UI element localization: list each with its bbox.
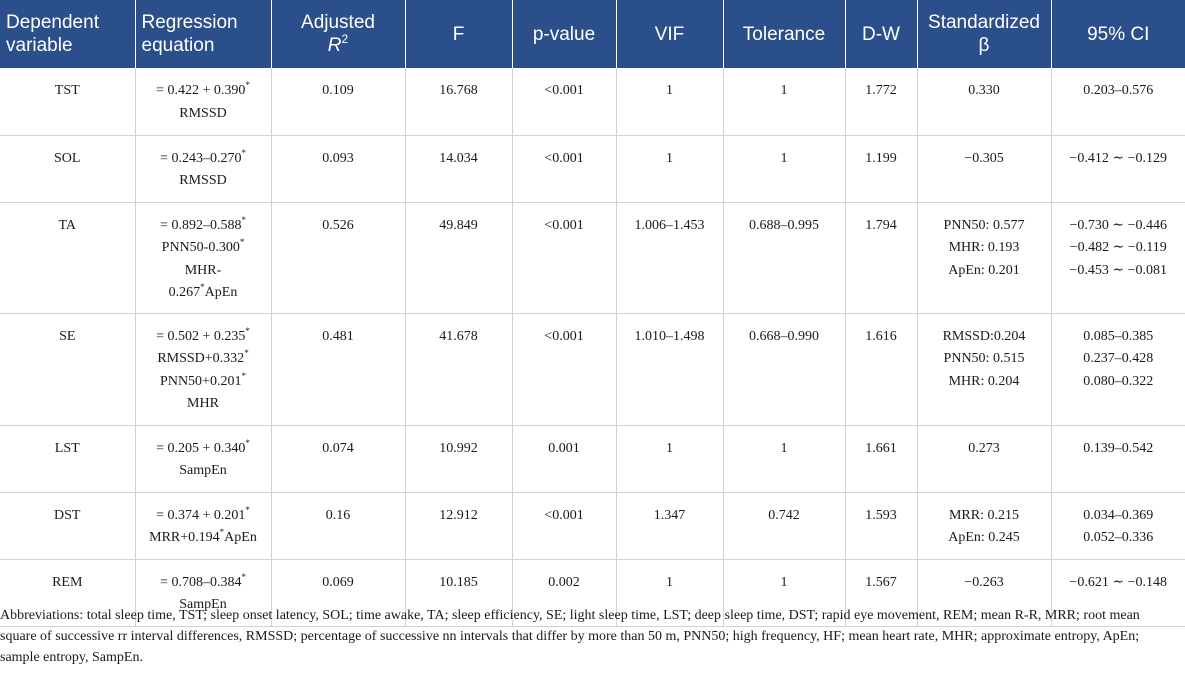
dependent-variable-cell: DST: [0, 492, 135, 559]
table-body: [0, 68, 1185, 626]
table-row: [0, 492, 1185, 559]
regression-equation-cell: = 0.708–0.384* SampEn: [135, 559, 271, 626]
tolerance-cell: 1: [723, 135, 845, 202]
standardized-beta-cell: 0.273: [917, 425, 1051, 492]
header-f: F: [405, 0, 512, 68]
table-row: [0, 135, 1185, 202]
dependent-variable-cell: TA: [0, 202, 135, 313]
p-value-cell: 0.001: [512, 425, 616, 492]
dw-cell: 1.616: [845, 313, 917, 425]
regression-equation-cell: = 0.502 + 0.235* RMSSD+0.332* PNN50+0.201* MHR: [135, 313, 271, 425]
tolerance-cell: 1: [723, 68, 845, 135]
table-row: [0, 313, 1185, 425]
ci-cell: −0.621 ∼ −0.148: [1051, 559, 1185, 626]
f-cell: 10.185: [405, 559, 512, 626]
header-regression-equation: Regression equation: [135, 0, 271, 68]
vif-cell: 1: [616, 559, 723, 626]
p-value-cell: <0.001: [512, 492, 616, 559]
standardized-beta-cell: PNN50: 0.577 MHR: 0.193 ApEn: 0.201: [917, 202, 1051, 313]
table-row: [0, 202, 1185, 313]
f-cell: 16.768: [405, 68, 512, 135]
adjusted-r2-cell: 0.481: [271, 313, 405, 425]
header-vif: VIF: [616, 0, 723, 68]
ci-cell: −0.412 ∼ −0.129: [1051, 135, 1185, 202]
standardized-beta-cell: −0.263: [917, 559, 1051, 626]
dw-cell: 1.661: [845, 425, 917, 492]
adjusted-r2-cell: 0.526: [271, 202, 405, 313]
adjusted-r2-cell: 0.109: [271, 68, 405, 135]
tolerance-cell: 1: [723, 425, 845, 492]
header-p-value: p-value: [512, 0, 616, 68]
regression-equation-cell: = 0.892–0.588* PNN50-0.300* MHR- 0.267*ApEn: [135, 202, 271, 313]
header-standardized-beta: Standardized β: [917, 0, 1051, 68]
dependent-variable-cell: SOL: [0, 135, 135, 202]
dependent-variable-cell: LST: [0, 425, 135, 492]
dependent-variable-cell: TST: [0, 68, 135, 135]
tolerance-cell: 0.742: [723, 492, 845, 559]
adjusted-r2-cell: 0.16: [271, 492, 405, 559]
ci-cell: 0.085–0.385 0.237–0.428 0.080–0.322: [1051, 313, 1185, 425]
header-adjusted-r2: Adjusted $R^2$: [271, 0, 405, 68]
f-cell: 12.912: [405, 492, 512, 559]
dw-cell: 1.794: [845, 202, 917, 313]
dw-cell: 1.593: [845, 492, 917, 559]
standardized-beta-cell: −0.305: [917, 135, 1051, 202]
standardized-beta-cell: MRR: 0.215 ApEn: 0.245: [917, 492, 1051, 559]
tolerance-cell: 0.688–0.995: [723, 202, 845, 313]
p-value-cell: <0.001: [512, 313, 616, 425]
abbreviations-note: Abbreviations: total sleep time, TST; sleep onset latency, SOL; time awake, TA; sleep efficiency, SE; light sleep time, LST; deep sleep time, DST; rapid eye movement, REM; mean R-R, MRR; root mean square of successive rr interval differences, RMSSD; percentage of successive nn intervals that differ by more than 50 m, PNN50; high frequency, HF; mean heart rate, MHR; approximate entropy, ApEn; sample entropy, SampEn.: [0, 608, 1140, 665]
p-value-cell: <0.001: [512, 135, 616, 202]
regression-equation-cell: = 0.243–0.270* RMSSD: [135, 135, 271, 202]
header-row: [0, 0, 1185, 68]
adjusted-r2-cell: 0.093: [271, 135, 405, 202]
dw-cell: 1.199: [845, 135, 917, 202]
adjusted-r2-cell: 0.074: [271, 425, 405, 492]
p-value-cell: <0.001: [512, 68, 616, 135]
ci-cell: −0.730 ∼ −0.446 −0.482 ∼ −0.119 −0.453 ∼ −0.081: [1051, 202, 1185, 313]
f-cell: 49.849: [405, 202, 512, 313]
standardized-beta-cell: 0.330: [917, 68, 1051, 135]
header-tolerance: Tolerance: [723, 0, 845, 68]
header-95-ci: 95% CI: [1051, 0, 1185, 68]
p-value-cell: <0.001: [512, 202, 616, 313]
f-cell: 14.034: [405, 135, 512, 202]
ci-cell: 0.034–0.369 0.052–0.336: [1051, 492, 1185, 559]
table-row: [0, 425, 1185, 492]
vif-cell: 1.347: [616, 492, 723, 559]
dw-cell: 1.772: [845, 68, 917, 135]
header-dw: D-W: [845, 0, 917, 68]
regression-equation-cell: = 0.422 + 0.390* RMSSD: [135, 68, 271, 135]
table-row: [0, 68, 1185, 135]
ci-cell: 0.139–0.542: [1051, 425, 1185, 492]
vif-cell: 1.006–1.453: [616, 202, 723, 313]
regression-equation-cell: = 0.205 + 0.340* SampEn: [135, 425, 271, 492]
p-value-cell: 0.002: [512, 559, 616, 626]
table-header: [0, 0, 1185, 68]
vif-cell: 1.010–1.498: [616, 313, 723, 425]
header-dependent-variable: Dependent variable: [0, 0, 135, 68]
vif-cell: 1: [616, 68, 723, 135]
f-cell: 10.992: [405, 425, 512, 492]
dependent-variable-cell: SE: [0, 313, 135, 425]
dw-cell: 1.567: [845, 559, 917, 626]
dependent-variable-cell: REM: [0, 559, 135, 626]
tolerance-cell: 1: [723, 559, 845, 626]
vif-cell: 1: [616, 425, 723, 492]
vif-cell: 1: [616, 135, 723, 202]
adjusted-r2-cell: 0.069: [271, 559, 405, 626]
ci-cell: 0.203–0.576: [1051, 68, 1185, 135]
regression-equation-cell: = 0.374 + 0.201* MRR+0.194*ApEn: [135, 492, 271, 559]
f-cell: 41.678: [405, 313, 512, 425]
standardized-beta-cell: RMSSD:0.204 PNN50: 0.515 MHR: 0.204: [917, 313, 1051, 425]
tolerance-cell: 0.668–0.990: [723, 313, 845, 425]
